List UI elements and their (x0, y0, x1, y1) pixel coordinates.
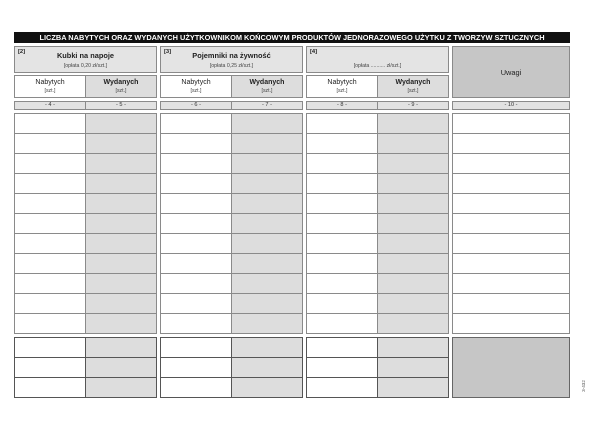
group-2-issued-entry-cell (231, 153, 303, 174)
group-fee: [opłata .......... zł/szt.] (353, 63, 402, 69)
group-3-acquired-entry-cell (306, 193, 378, 214)
group-1-issued-summary-cell (85, 377, 157, 398)
remarks-entry-cell (452, 293, 570, 314)
column-number: - 7 - (231, 101, 303, 110)
group-3-issued-entry-cell (377, 253, 449, 274)
group-1-acquired-entry-cell (14, 113, 86, 134)
group-1-acquired-summary-cell (14, 337, 86, 358)
column-unit: [szt.] (190, 88, 202, 94)
column-number: - 9 - (377, 101, 449, 110)
column-unit: [szt.] (336, 88, 348, 94)
group-1-issued-entry-cell (85, 173, 157, 194)
group-2-acquired-entry-cell (160, 313, 232, 334)
group-number: [4] (310, 49, 318, 55)
group-header-other (306, 46, 449, 73)
group-3-acquired-entry-cell (306, 213, 378, 234)
group-2-issued-summary-cell (231, 357, 303, 378)
group-2-issued-entry-cell (231, 173, 303, 194)
group-3-issued-entry-cell (377, 153, 449, 174)
group-2-issued-entry-cell (231, 253, 303, 274)
group-3-acquired-entry-cell (306, 173, 378, 194)
group-1-issued-summary-cell (85, 337, 157, 358)
group-1-acquired-entry-cell (14, 153, 86, 174)
column-label: Nabytych (181, 79, 211, 86)
column-label: Wydanych (395, 79, 431, 86)
column-number: - 5 - (85, 101, 157, 110)
group-1-issued-entry-cell (85, 253, 157, 274)
column-number: - 6 - (160, 101, 232, 110)
group-1-acquired-entry-cell (14, 193, 86, 214)
group-2-issued-entry-cell (231, 233, 303, 254)
column-unit: [szt.] (407, 88, 419, 94)
group-1-acquired-entry-cell (14, 253, 86, 274)
column-label: Wydanych (249, 79, 285, 86)
remarks-summary-box (452, 337, 570, 398)
group-3-acquired-entry-cell (306, 153, 378, 174)
group-3-issued-summary-cell (377, 337, 449, 358)
column-number: - 4 - (14, 101, 86, 110)
group-2-issued-entry-cell (231, 293, 303, 314)
group-1-issued-entry-cell (85, 293, 157, 314)
group-1-issued-entry-cell (85, 133, 157, 154)
column-number: - 10 - (452, 101, 570, 110)
remarks-entry-cell (452, 153, 570, 174)
group-3-issued-entry-cell (377, 313, 449, 334)
remarks-entry-cell (452, 133, 570, 154)
group-1-acquired-entry-cell (14, 133, 86, 154)
group-1-acquired-entry-cell (14, 173, 86, 194)
group-2-acquired-entry-cell (160, 233, 232, 254)
remarks-entry-cell (452, 313, 570, 334)
column-unit: [szt.] (44, 88, 56, 94)
remarks-entry-cell (452, 113, 570, 134)
remarks-entry-cell (452, 233, 570, 254)
column-unit: [szt.] (115, 88, 127, 94)
group-fee: [opłata 0,20 zł/szt.] (63, 63, 108, 69)
group-3-issued-entry-cell (377, 193, 449, 214)
group-3-acquired-entry-cell (306, 253, 378, 274)
group-1-issued-entry-cell (85, 113, 157, 134)
column-label: Nabytych (35, 79, 65, 86)
group-2-acquired-entry-cell (160, 193, 232, 214)
group-3-acquired-summary-cell (306, 337, 378, 358)
group-1-acquired-header (14, 75, 86, 98)
group-3-issued-entry-cell (377, 213, 449, 234)
form-title-bar: LICZBA NABYTYCH ORAZ WYDANYCH UŻYTKOWNIKOM KOŃCOWYM PRODUKTÓW JEDNORAZOWEGO UŻYTKU Z TWORZYW SZTUCZNYCH (14, 32, 570, 43)
group-3-issued-entry-cell (377, 133, 449, 154)
group-header-cups (14, 46, 157, 73)
group-2-issued-header (231, 75, 303, 98)
group-2-issued-summary-cell (231, 337, 303, 358)
group-3-issued-entry-cell (377, 113, 449, 134)
group-1-issued-entry-cell (85, 233, 157, 254)
group-2-acquired-summary-cell (160, 377, 232, 398)
remarks-entry-cell (452, 213, 570, 234)
column-number: - 8 - (306, 101, 378, 110)
group-1-issued-header (85, 75, 157, 98)
group-2-acquired-entry-cell (160, 133, 232, 154)
group-1-acquired-entry-cell (14, 313, 86, 334)
group-1-issued-entry-cell (85, 153, 157, 174)
group-number: [3] (164, 49, 172, 55)
column-label: Nabytych (327, 79, 357, 86)
group-3-acquired-entry-cell (306, 233, 378, 254)
group-2-acquired-header (160, 75, 232, 98)
group-2-issued-entry-cell (231, 193, 303, 214)
group-1-issued-entry-cell (85, 273, 157, 294)
group-3-issued-summary-cell (377, 357, 449, 378)
group-3-issued-summary-cell (377, 377, 449, 398)
remarks-entry-cell (452, 193, 570, 214)
form-code: 3-432 (581, 380, 586, 392)
group-name: Pojemniki na żywność (192, 51, 271, 60)
group-3-acquired-entry-cell (306, 293, 378, 314)
group-3-issued-entry-cell (377, 293, 449, 314)
group-name: Kubki na napoje (56, 51, 115, 60)
group-1-issued-entry-cell (85, 313, 157, 334)
group-header-food-containers (160, 46, 303, 73)
column-label: Wydanych (103, 79, 139, 86)
group-2-issued-entry-cell (231, 213, 303, 234)
group-1-issued-entry-cell (85, 193, 157, 214)
group-1-issued-summary-cell (85, 357, 157, 378)
group-1-acquired-summary-cell (14, 377, 86, 398)
group-2-issued-entry-cell (231, 313, 303, 334)
group-3-issued-entry-cell (377, 173, 449, 194)
group-1-acquired-entry-cell (14, 293, 86, 314)
group-2-acquired-entry-cell (160, 293, 232, 314)
group-2-acquired-summary-cell (160, 357, 232, 378)
group-2-issued-entry-cell (231, 113, 303, 134)
group-2-acquired-entry-cell (160, 153, 232, 174)
group-3-issued-entry-cell (377, 233, 449, 254)
group-3-acquired-entry-cell (306, 313, 378, 334)
column-unit: [szt.] (261, 88, 273, 94)
group-3-issued-header (377, 75, 449, 98)
group-1-acquired-entry-cell (14, 233, 86, 254)
remarks-label: Uwagi (500, 68, 522, 77)
group-3-acquired-header (306, 75, 378, 98)
group-3-acquired-entry-cell (306, 133, 378, 154)
group-1-issued-entry-cell (85, 213, 157, 234)
group-2-acquired-entry-cell (160, 253, 232, 274)
group-3-acquired-entry-cell (306, 113, 378, 134)
remarks-header (452, 46, 570, 98)
group-number: [2] (18, 49, 26, 55)
group-3-acquired-summary-cell (306, 357, 378, 378)
group-2-acquired-entry-cell (160, 113, 232, 134)
remarks-entry-cell (452, 253, 570, 274)
remarks-entry-cell (452, 173, 570, 194)
group-2-acquired-entry-cell (160, 213, 232, 234)
group-3-acquired-entry-cell (306, 273, 378, 294)
remarks-entry-cell (452, 273, 570, 294)
group-2-issued-entry-cell (231, 133, 303, 154)
group-2-issued-summary-cell (231, 377, 303, 398)
group-fee: [opłata 0,25 zł/szt.] (209, 63, 254, 69)
group-2-acquired-entry-cell (160, 173, 232, 194)
group-1-acquired-summary-cell (14, 357, 86, 378)
group-2-acquired-summary-cell (160, 337, 232, 358)
group-1-acquired-entry-cell (14, 273, 86, 294)
group-3-issued-entry-cell (377, 273, 449, 294)
group-3-acquired-summary-cell (306, 377, 378, 398)
group-1-acquired-entry-cell (14, 213, 86, 234)
group-2-acquired-entry-cell (160, 273, 232, 294)
group-2-issued-entry-cell (231, 273, 303, 294)
